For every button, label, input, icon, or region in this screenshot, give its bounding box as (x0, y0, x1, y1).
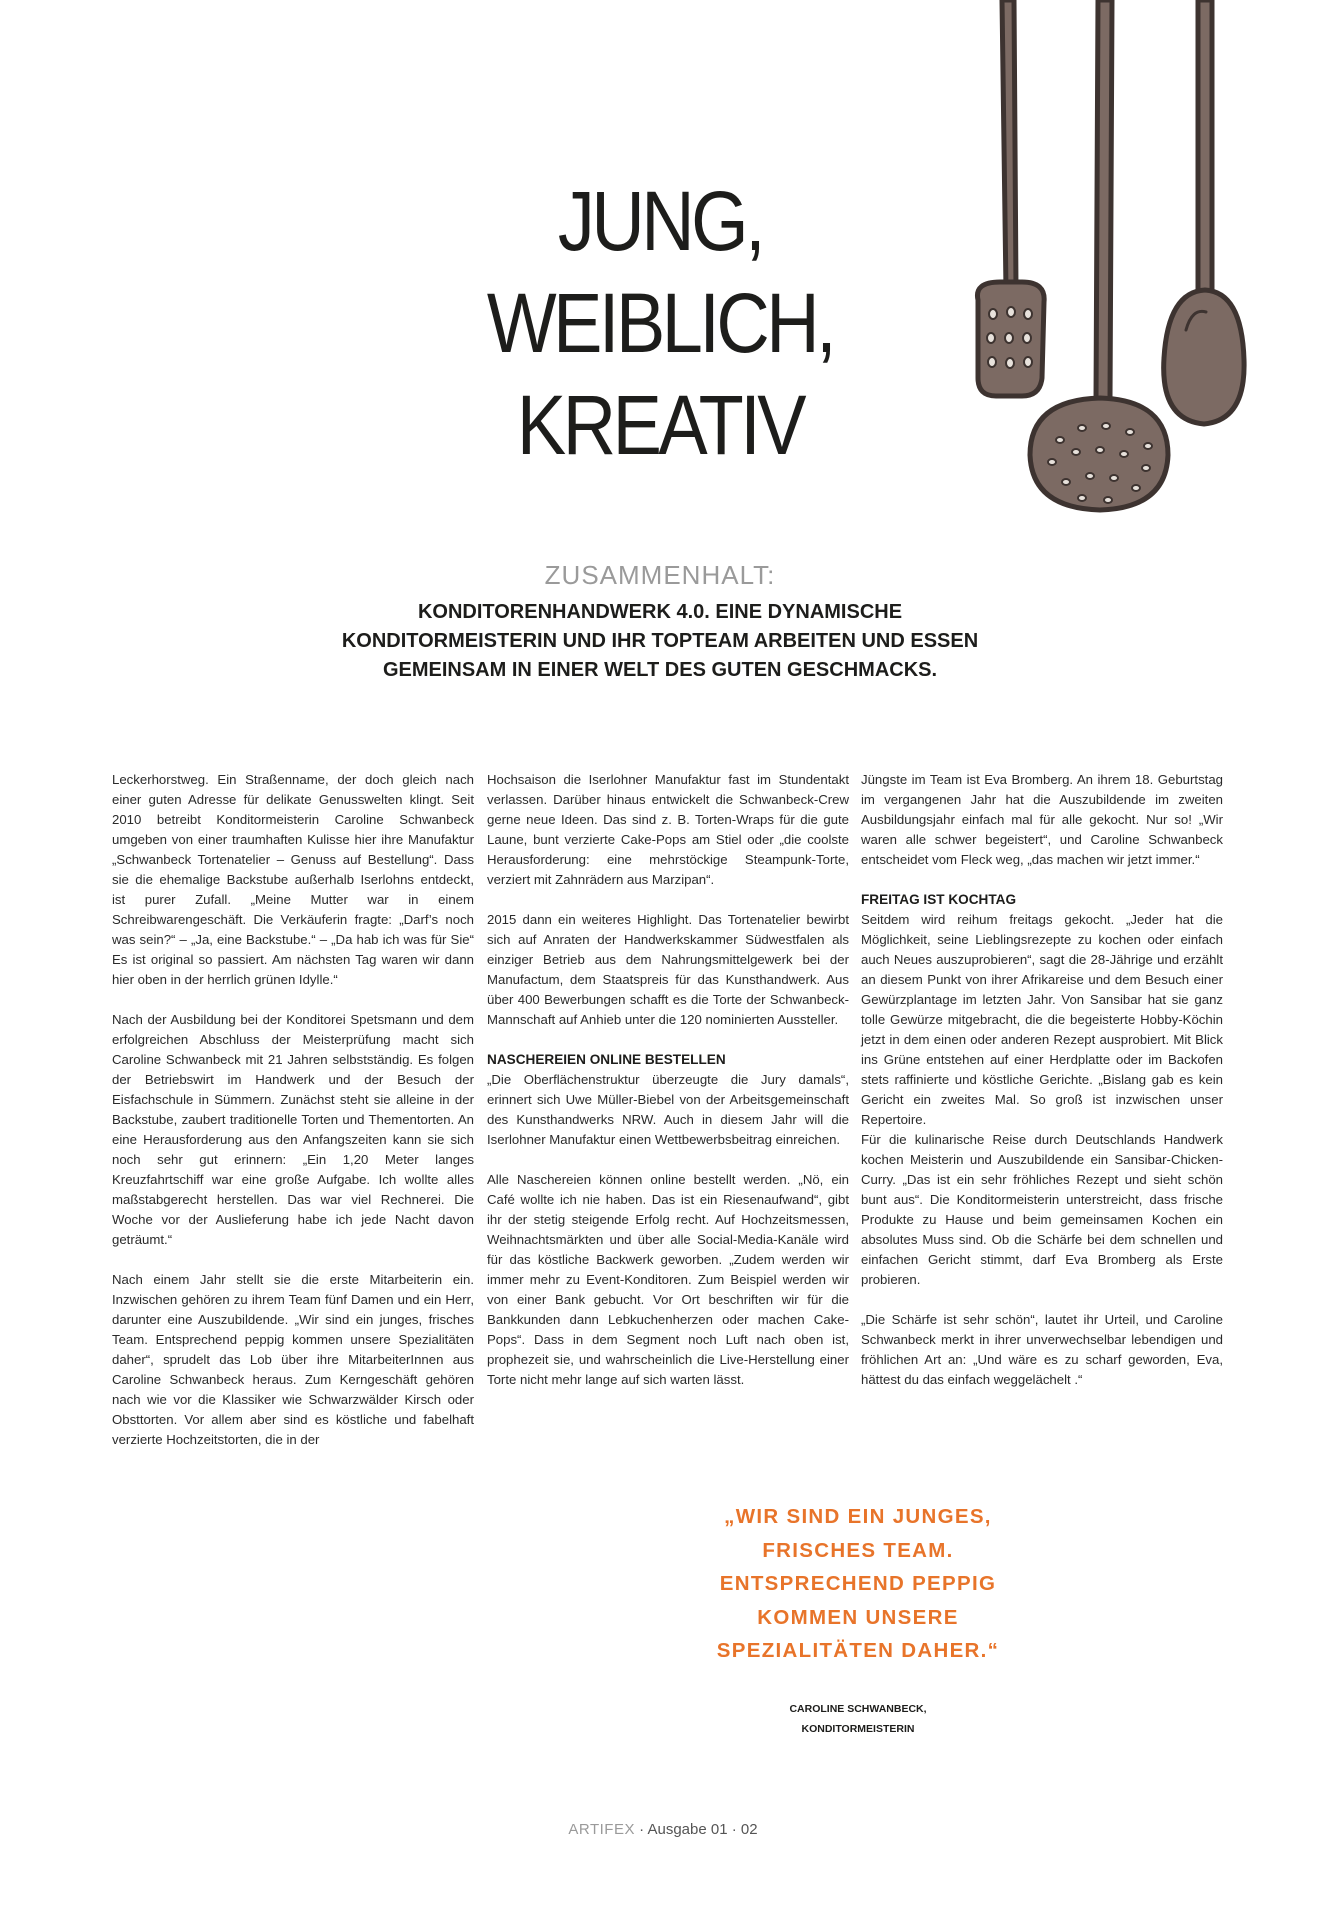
deck-line: GEMEINSAM IN EINER WELT DES GUTEN GESCHMACKS. (382, 659, 938, 681)
kicker: ZUSAMMENHALT: (544, 560, 776, 590)
pull-quote-line: „WIR SIND EIN JUNGES, (724, 1505, 992, 1528)
article-column-2 (487, 770, 849, 1390)
spoon-icon (1164, 0, 1244, 424)
skimmer-icon (1030, 0, 1168, 510)
paragraph: 2015 dann ein weiteres Highlight. Das Tortenatelier bewirbt sich auf Anraten der Handwerkskammer Südwestfalen als einziger Betrieb aus dem Nahrungsmittelgewerk bei der Manufactum, dem Staatspreis für das Kunsthandwerk. Aus über 400 Bewerbungen schafft es die Torte der Schwanbeck-Mannschaft auf Anhieb unter die 120 nominierten Aussteller. (487, 912, 849, 1027)
paragraph: Seitdem wird reihum freitags gekocht. „Jeder hat die Möglichkeit, seine Lieblingsrezepte zu kochen oder einfach auch Neues auszuprobieren“, sagt die 28-Jährige und erzählt an diesem Punkt von ihrer Afrikareise und dem Besuch einer Gewürzplantage im letzten Jahr. Von Sansibar hat sie ganz tolle Gewürze mitgebracht, die die begeisterte Hobby-Köchin jetzt in dem einen oder anderen Rezept ausprobiert. Mit Blick ins Grüne entstehen auf einer Herdplatte oder im Backofen stets raffinierte und köstliche Gerichte. „Bislang gab es kein Gericht ein zweites Mal. So groß ist inzwischen unser Repertoire. (861, 912, 1223, 1127)
deck-line: KONDITORMEISTERIN UND IHR TOPTEAM ARBEITEN UND ESSEN (341, 630, 979, 652)
pull-quote (700, 1500, 1016, 1668)
paragraph: Hochsaison die Iserlohner Manufaktur fast im Stundentakt verlassen. Darüber hinaus entwickelt die Schwanbeck-Crew gerne neue Ideen. Das sind z. B. Torten-Wraps für die gute Laune, bunt verzierte Cake-Pops am Stiel oder „die coolste Herausforderung: eine mehrstöckige Steampunk-Torte, verziert mit Zahnrädern aus Marzipan“. (487, 772, 849, 887)
pull-quote-line: SPEZIALITÄTEN DAHER.“ (716, 1639, 1000, 1662)
pull-quote-line: ENTSPRECHEND PEPPIG (719, 1572, 997, 1595)
attribution-name: CAROLINE SCHWANBECK, (789, 1703, 927, 1715)
kitchen-utensils-illustration (960, 0, 1250, 540)
paragraph: „Die Oberflächenstruktur überzeugte die Jury damals“, erinnert sich Uwe Müller-Biebel von der Arbeitsgemeinschaft des Kunsthandwerks NRW. Auch in diesem Jahr will die Iserlohner Manufaktur einen Wettbewerbsbeitrag einreichen. (487, 1072, 849, 1147)
quote-attribution (700, 1699, 1016, 1739)
article-column-3 (861, 770, 1223, 1390)
paragraph: Nach einem Jahr stellt sie die erste Mitarbeiterin ein. Inzwischen gehören zu ihrem Team fünf Damen und ein Herr, darunter eine Auszubildende. „Wir sind ein junges, frisches Team. Entsprechend peppig kommen unsere Spezialitäten daher“, sprudelt das Lob über ihre MitarbeiterInnen aus Caroline Schwanbeck heraus. Zum Kerngeschäft gehören nach wie vor die Klassiker wie Schwarzwälder Kirsch oder Obsttorten. Vor allem aber sind es köstliche und fabelhaft verzierte Hochzeitstorten, die in der (112, 1272, 474, 1447)
deck-line: KONDITORENHANDWERK 4.0. EINE DYNAMISCHE (417, 601, 903, 623)
pull-quote-line: KOMMEN UNSERE (757, 1605, 959, 1629)
paragraph: Leckerhorstweg. Ein Straßenname, der doch gleich nach einer guten Adresse für delikate Genusswelten klingt. Seit 2010 betreibt Konditormeisterin Caroline Schwanbeck umgeben von einer traumhaften Kulisse hier ihre Manufaktur „Schwanbeck Tortenatelier – Genuss auf Bestellung“. Dass sie die ehemalige Backstube außerhalb Iserlohns entdeckt, ist purer Zufall. „Meine Mutter war in einem Schreibwarengeschäft. Die Verkäuferin fragte: „Darf’s noch was sein?“ – „Ja, eine Backstube.“ – „Da hab ich was für Sie“ Es ist original so passiert. Am nächsten Tag waren wir dann hier oben in der herrlich grünen Idylle.“ (112, 772, 474, 987)
page-footer (360, 1821, 966, 1838)
deck (200, 598, 1120, 685)
paragraph: Für die kulinarische Reise durch Deutschlands Handwerk kochen Meisterin und Auszubildende ein Sansibar-Chicken-Curry. „Das ist ein sehr fröhliches Rezept und sieht schön bunt aus“. Die Konditormeisterin unterstreicht, dass frische Produkte zu Hause und beim gemeinsamen Kochen ein absolutes Muss sind. Ob die Schärfe bei dem schnellen und einfachen Gericht stimmt, darf Eva Bromberg als Erste probieren. (861, 1132, 1223, 1287)
attribution-role: KONDITORMEISTERIN (801, 1723, 915, 1735)
pull-quote-line: FRISCHES TEAM. (762, 1538, 954, 1562)
paragraph: „Die Schärfe ist sehr schön“, lautet ihr Urteil, und Caroline Schwanbeck merkt in ihrer unverwechselbar lebendigen und fröhlichen Art an: „Und wäre es zu scharf geworden, Eva, hättest du das einfach weggelächelt .“ (861, 1312, 1223, 1387)
paragraph: Alle Naschereien können online bestellt werden. „Nö, ein Café wollte ich nie haben. Das ist ein Riesenaufwand“, gibt ihr der stetig steigende Erfolg recht. Auf Hochzeitsmessen, Weihnachtsmärkten und über alle Social-Media-Kanäle wird für das köstliche Backwerk geworben. „Zudem werden wir immer mehr zu Event-Konditoren. Zum Beispiel werden wir von einer Bank gebucht. Vor Ort beschriften wir für die Bankkunden dann Lebkuchenherzen oder machen Cake-Pops“. Dass in dem Segment noch Luft nach oben ist, prophezeit sie, und wahrscheinlich die Live-Herstellung einer Torte nicht mehr lange auf sich warten lässt. (487, 1172, 849, 1387)
spatula-icon (977, 0, 1044, 396)
paragraph: Jüngste im Team ist Eva Bromberg. An ihrem 18. Geburtstag im vergangenen Jahr hat die Auszubildende im zweiten Ausbildungsjahr einfach mal für alle gekocht. Nur so! „Wir waren alle schwer begeistert“, und Caroline Schwanbeck entscheidet vom Fleck weg, „das machen wir jetzt immer.“ (861, 772, 1223, 867)
subheading-kochtag: FREITAG IST KOCHTAG (861, 892, 1017, 907)
headline-line: KREATIV (516, 378, 804, 472)
headline-line: JUNG, (557, 174, 763, 268)
headline-line: WEIBLICH, (486, 276, 834, 370)
paragraph: Nach der Ausbildung bei der Konditorei Spetsmann und dem erfolgreichen Abschluss der Meisterprüfung macht sich Caroline Schwanbeck mit 21 Jahren selbstständig. Es folgen der Betriebswirt im Handwerk und der Besuch der Eisfachschule in Sümmern. Zunächst steht sie alleine in der Backstube, zaubert traditionelle Torten und Thementorten. An eine Herausforderung aus den Anfangszeiten kann sie sich noch sehr gut erinnern: „Ein 1,20 Meter langes Kreuzfahrtschiff war eine große Aufgabe. Ich wollte alles maßstabgerecht herstellen. Das war viel Rechnerei. Die Woche vor der Auslieferung habe ich jede Nacht davon geträumt.“ (112, 1012, 474, 1247)
footer-brand: ARTIFEX (568, 1821, 635, 1838)
article-column-1 (112, 770, 474, 1450)
footer-issue: · Ausgabe 01 · 02 (634, 1821, 758, 1838)
headline (343, 170, 977, 476)
subheading-online: NASCHEREIEN ONLINE BESTELLEN (487, 1052, 726, 1067)
